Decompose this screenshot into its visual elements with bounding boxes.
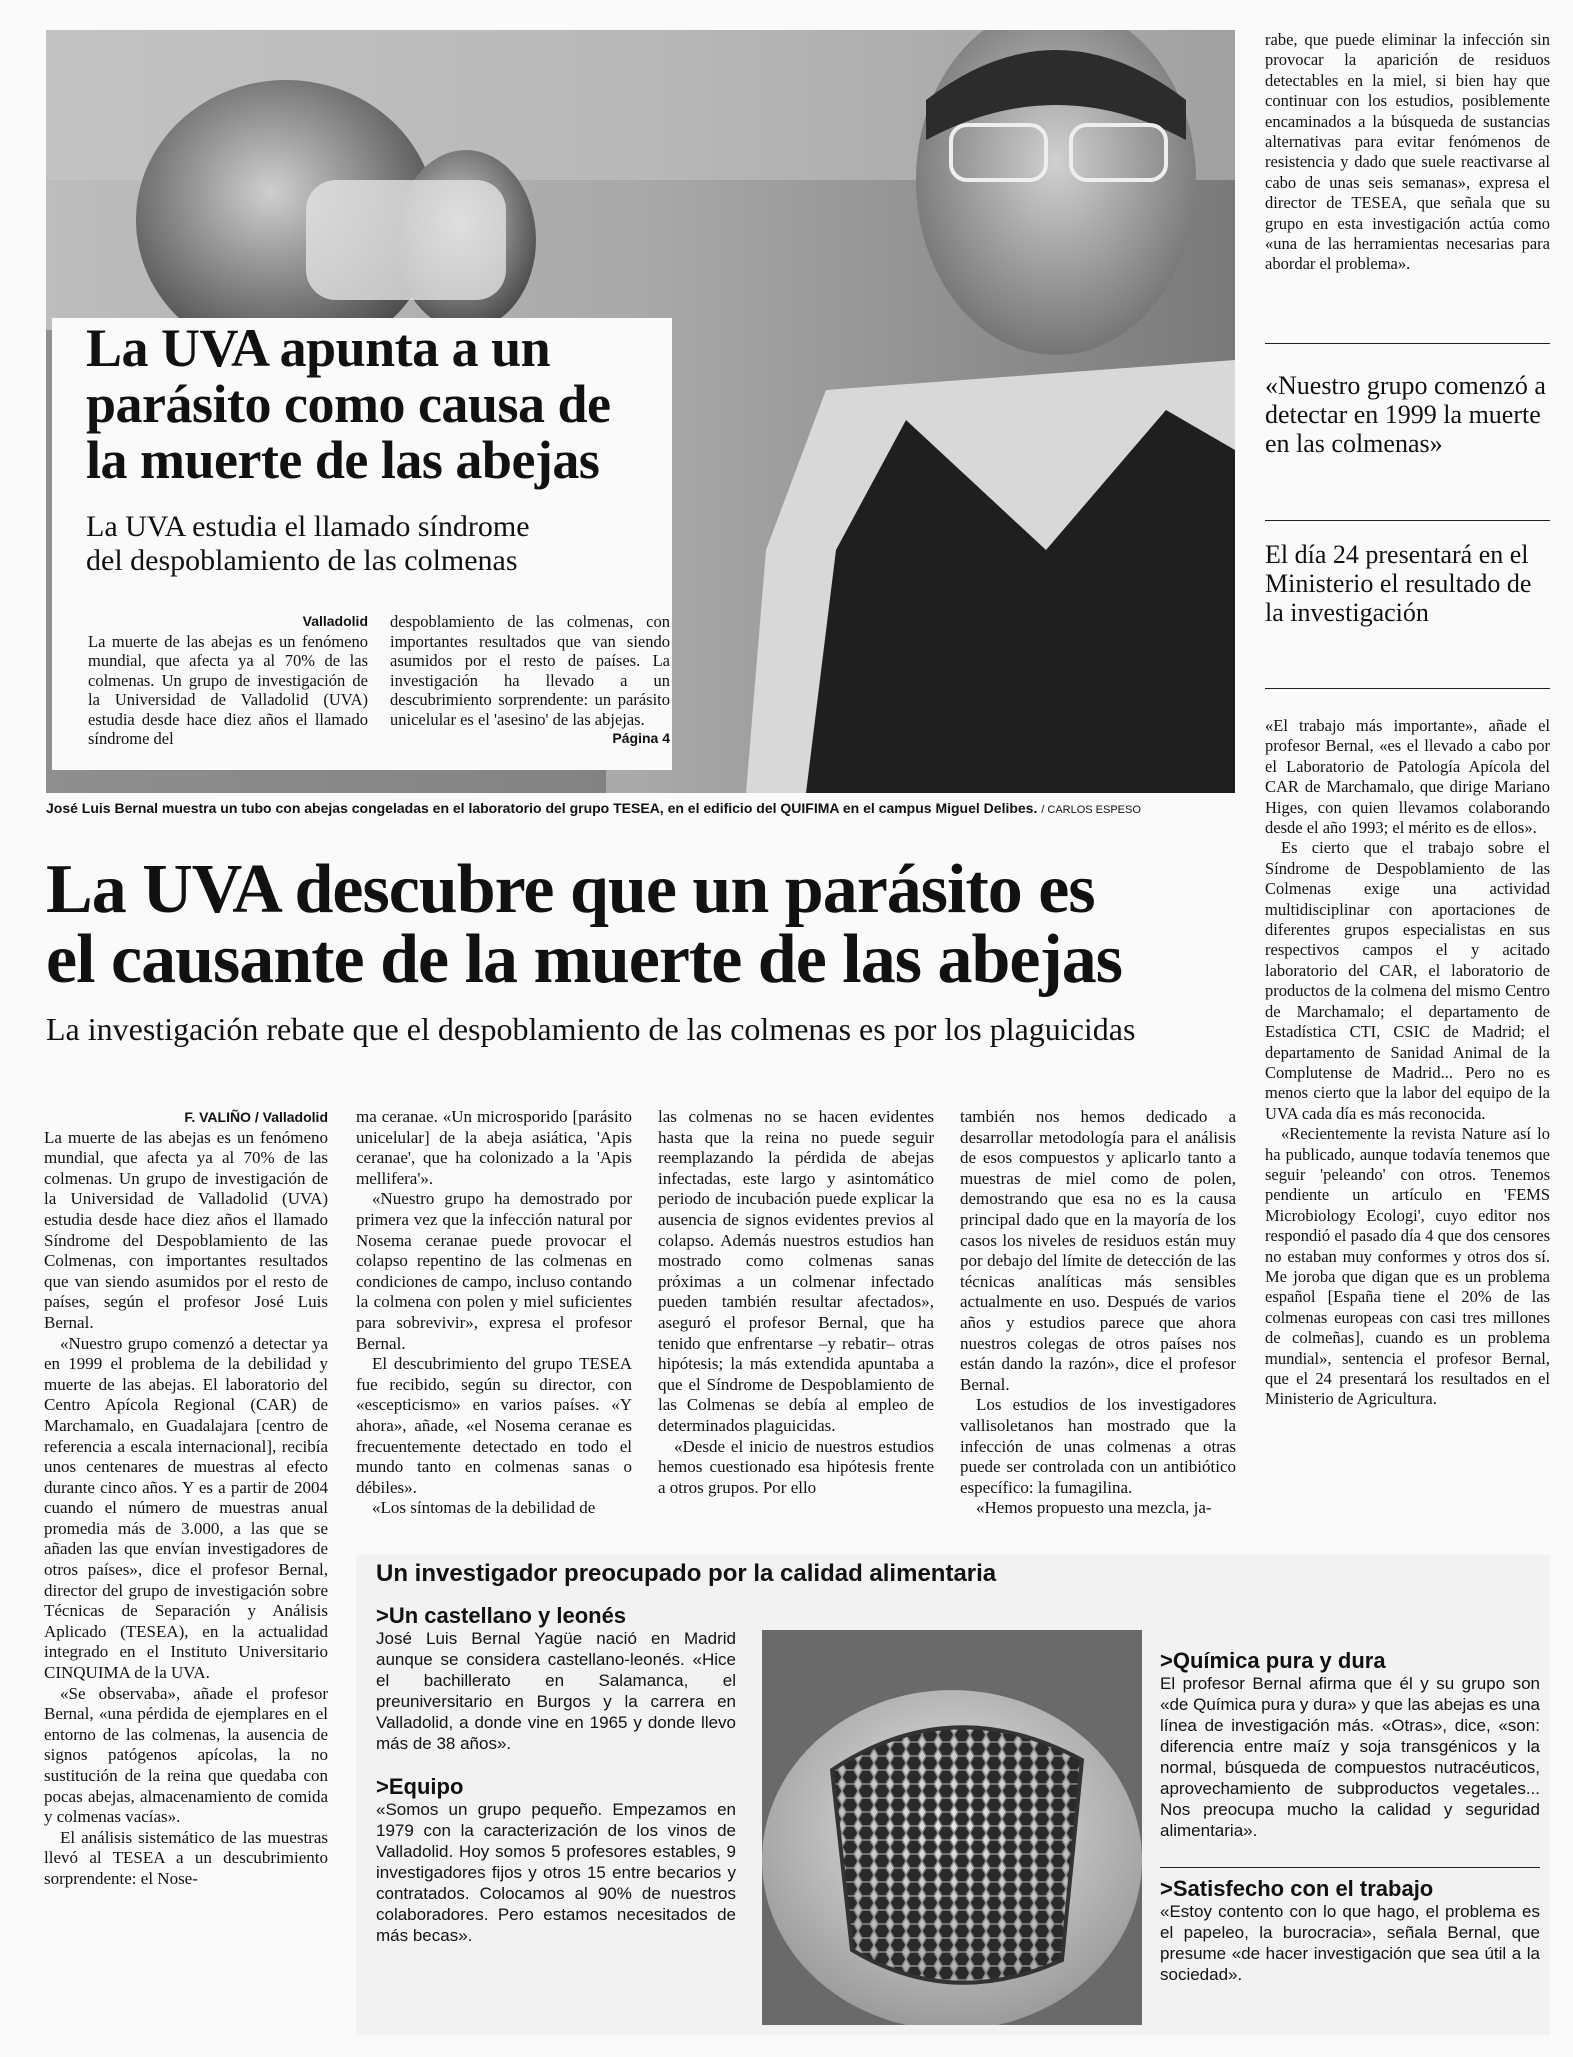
- main-col3-para-2: «Desde el inicio de nuestros estudios hemos cuestionado esa hipótesis frente a otros grupos. Por ello: [658, 1436, 934, 1497]
- sidebar-section-2-title: >Equipo: [376, 1774, 464, 1799]
- top-subhead-line-1: La UVA estudia el llamado síndrome: [86, 510, 530, 543]
- top-story-col-2: [390, 612, 670, 749]
- main-byline: F. VALIÑO / Valladolid: [184, 1109, 328, 1125]
- main-headline-line-1: La UVA descubre que un parásito es: [46, 851, 1095, 928]
- photo-caption: José Luis Bernal muestra un tubo con abejas congeladas en el laboratorio del grupo TESEA, en el edificio del QUIFIMA en el campus Miguel Delibes.: [46, 800, 1038, 816]
- main-col4-para-2: Los estudios de los investigadores vallisoletanos han mostrado que la infección de unas colmenas a otras puede ser controlada con un antibiótico específico: la fumagilina.: [960, 1395, 1236, 1497]
- top-story-col-1: [88, 612, 368, 749]
- sidebar-section-2-text: «Somos un grupo pequeño. Empezamos en 1979 con la caracterización de los vinos de Valladolid. Hoy somos 5 profesores estables, 9 investigadores fijos y otros 15 entre becarios y contratados. Colocamos al 90% de nuestros colaboradores. Pero estamos necesitados de más becas».: [376, 1800, 736, 1945]
- sidebar-title: Un investigador preocupado por la calidad alimentaria: [376, 1560, 997, 1587]
- top-headline-line-1: La UVA apunta a un: [86, 318, 551, 378]
- main-col3-para-1: las colmenas no se hacen evidentes hasta que la reina no puede seguir reemplazando la pérdida de abejas infectadas, este largo y asintomático periodo de incubación puede explicar la ausencia de signos evidentes previos al colapso. Además nuestros estudios han mostrado como colmenas sanas próximas a un colmenar infectado pueden también resultar afectados», aseguró el profesor Bernal, que ha tenido que enfrentarse –y rebatir– otras hipótesis; la más extendida apuntaba a que el Síndrome de Despoblamiento de las Colmenas se debía al empleo de determinados plaguicidas.: [658, 1107, 934, 1435]
- sidebar-section-4-title: >Satisfecho con el trabajo: [1160, 1876, 1434, 1901]
- main-col1-para-1: La muerte de las abejas es un fenómeno mundial, que afecta ya al 70% de las colmenas. Un grupo de investigación de la Universidad de Valladolid (UVA) estudia desde hace diez años el llamado Síndrome del Despoblamiento de las Colmenas, con importantes resultados que van siendo asumidos por el resto de países, según el profesor José Luis Bernal.: [44, 1127, 328, 1332]
- divider: [1265, 688, 1550, 689]
- sidebar-section-1-text: José Luis Bernal Yagüe nació en Madrid aunque se considera castellano-leonés. «Hice el bachillerato en Salamanca, el preuniversitario en Burgos y la carrera en Valladolid, a donde vine en 1965 y donde llevo más de 38 años».: [376, 1629, 736, 1753]
- sidebar-section-1-title: >Un castellano y leonés: [376, 1603, 627, 1628]
- main-col-1: [44, 1107, 328, 1890]
- top-headline-line-3: la muerte de las abejas: [86, 430, 600, 490]
- top-story-subhead: [86, 510, 686, 578]
- sidebar-right-col: [1160, 1650, 1540, 1985]
- photo-credit: / CARLOS ESPESO: [1041, 804, 1141, 816]
- sidebar-section-4-text: «Estoy contento con lo que hago, el problema es el papeleo, la burocracia», señala Bernal, que presume «de hacer investigación que sea útil a la sociedad».: [1160, 1902, 1540, 1984]
- main-col1-para-4: El análisis sistemático de las muestras llevó al TESEA a un descubrimiento sorprendente: el Nose-: [44, 1827, 328, 1888]
- right-col-top-text: rabe, que puede eliminar la infección sin provocar la aparición de residuos detectables en la miel, si bien hay que continuar con los estudios, posiblemente encaminados a la búsqueda de sustancias alternativas para evitar fenómenos de resistencia y dado que suele reactivarse al cabo de unas seis semanas», expresa el director de TESEA, que señala que su grupo en esta investigación actúa como «una de las herramientas necesarias para abordar el problema».: [1265, 30, 1550, 274]
- top-story-col1-text: La muerte de las abejas es un fenómeno mundial, que afecta ya al 70% de las colmenas. Un grupo de investigación de la Universidad de Valladolid (UVA) estudia desde hace diez años el llamado síndrome del: [88, 631, 368, 748]
- right-col-para-3: «Recientemente la revista Nature así lo ha publicado, aunque todavía tenemos que seguir 'peleando' con otros. Tenemos pendiente un artículo en 'FEMS Microbiology Ecologi', cuyo editor nos respondió el pasado día 4 que dos censores no estaban muy conformes y otros dos sí. Me joroba que digan que es un problema español [España tiene el 20% de las colmenas europeas con casi tres millones de colmeñas], cuando es un problema mundial», sentencia el profesor Bernal, que el 24 presentará los resultados en el Ministerio de Agricultura.: [1265, 1124, 1550, 1409]
- main-col2-para-2: «Nuestro grupo ha demostrado por primera vez que la infección natural por Nosema ceranae puede provocar el colapso repentino de las colmenas en condiciones de campo, incluso contando la colmena con polen y miel suficientes para sobrevivir», expresa el profesor Bernal.: [356, 1189, 632, 1353]
- top-subhead-line-2: del despoblamiento de las colmenas: [86, 544, 518, 577]
- main-col-2: [356, 1107, 632, 1519]
- honeycomb-photo-frame: [762, 1630, 1142, 2025]
- main-headline: [46, 851, 1256, 998]
- main-col4-para-3: «Hemos propuesto una mezcla, ja-: [976, 1498, 1212, 1518]
- top-story-headline: [86, 320, 686, 488]
- sidebar-left-col: [376, 1605, 736, 1946]
- right-col-top: [1265, 30, 1550, 275]
- main-col1-para-3: «Se observaba», añade el profesor Bernal, «una pérdida de ejemplares en el entorno de las colmenas, la ausencia de signos patógenos apícolas, la no sustitución de la reina que quedaba con pocas abejas, almacenamiento de comida y colmenas vacías».: [44, 1683, 328, 1827]
- honeycomb-illustration: [762, 1630, 1142, 2025]
- top-story-page-ref: Página 4: [612, 730, 670, 746]
- pull-quote-1: «Nuestro grupo comenzó a detectar en 1999 la muerte en las colmenas»: [1265, 371, 1546, 458]
- main-col2-para-4: «Los síntomas de la debilidad de: [372, 1498, 596, 1518]
- divider: [1265, 343, 1550, 344]
- main-headline-line-2: el causante de la muerte de las abejas: [46, 921, 1123, 998]
- right-col-para-1: «El trabajo más importante», añade el profesor Bernal, «es el llevado a cabo por el Laboratorio de Patología Apícola del CAR de Marchamalo, que dirige Mariano Higes, con quien llevamos colaborando desde el año 1993; el mérito es de ellos».: [1265, 716, 1550, 838]
- top-story-col2-text: despoblamiento de las colmenas, con importantes resultados que van siendo asumidos por el resto de países. La investigación ha llevado a un descubrimiento sorprendente: un parásito unicelular es el 'asesino' de las abjejas.: [390, 612, 670, 729]
- photo-caption-line: [46, 800, 1246, 816]
- top-headline-line-2: parásito como causa de: [86, 374, 611, 434]
- sidebar-section-3-title: >Química pura y dura: [1160, 1648, 1386, 1673]
- right-col-bottom: [1265, 716, 1550, 1410]
- right-col-para-2: Es cierto que el trabajo sobre el Síndrome de Despoblamiento de las Colmenas exige una actividad multidisciplinar con aportaciones de diferentes grupos especialistas en sus respectivos campos el y acitado laboratorio del CAR, el laboratorio de productos de la colmena del mismo Centro de Marchamalo; el departamento de Estadística CTI, CSIC de Madrid; el departamento de Sanidad Animal de la Complutense de Madrid... Pero no es menos cierto que la labor del equipo de la UVA cada día es más reconocida.: [1265, 838, 1550, 1123]
- pull-quote-2: El día 24 presentará en el Ministerio el resultado de la investigación: [1265, 540, 1532, 627]
- main-col-4: [960, 1107, 1236, 1519]
- main-col1-para-2: «Nuestro grupo comenzó a detectar ya en 1999 el problema de la debilidad y muerte de las abejas. El laboratorio del Centro Apícola Regional (CAR) de Marchamalo, en Guadalajara [centro de referencia a escala internacional], recibía unos centenares de muestras al efecto durante cinco años. Y es a partir de 2004 cuando el número de muestras anual promedia más de 3.000, a las que se añaden las que envían investigadores de otros países», dice el profesor Bernal, director del grupo de investigación sobre Técnicas de Separación y Análisis Aplicado (TESEA), en la actualidad integrado en el Instituto Universitario CINQUIMA de la UVA.: [44, 1333, 328, 1683]
- top-story-byline: Valladolid: [302, 613, 368, 629]
- divider: [1265, 520, 1550, 521]
- main-subhead: La investigación rebate que el despoblamiento de las colmenas es por los plaguicidas: [46, 1011, 1136, 1047]
- main-col2-para-1: ma ceranae. «Un microsporido [parásito unicelular] de la abeja asiática, 'Apis ceranae', que ha colonizado a la 'Apis mellifera'».: [356, 1107, 632, 1188]
- main-col-3: [658, 1107, 934, 1498]
- sidebar-section-3-text: El profesor Bernal afirma que él y su grupo son «de Química pura y dura» y que las abejas es una línea de investigación más. «Otras», dice, «son: diferencia entre maíz y soja transgénicos y la normal, búsqueda de compuestos nutracéuticos, aprovechamiento de subproductos vegetales... Nos preocupa mucho la calidad y seguridad alimentaria».: [1160, 1674, 1540, 1840]
- main-col4-para-1: también nos hemos dedicado a desarrollar metodología para el análisis de esos compuestos y aplicarlo tanto a muestras de miel como de polen, demostrando que esa no es la causa principal dado que en la mayoría de los casos los niveles de residuos están muy por debajo del límite de detección de las técnicas analíticas más sensibles actualmente en uso. Después de varios años y estudios parece que ahora nuestros colegas de otros países nos están dando la razón», dice el profesor Bernal.: [960, 1107, 1236, 1394]
- main-col2-para-3: El descubrimiento del grupo TESEA fue recibido, según su director, con «escepticismo» en varios países. «Y ahora», añade, «el Nosema ceranae es frecuentemente detectado en todo el mundo tanto en colmenas sanas o débiles».: [356, 1354, 632, 1497]
